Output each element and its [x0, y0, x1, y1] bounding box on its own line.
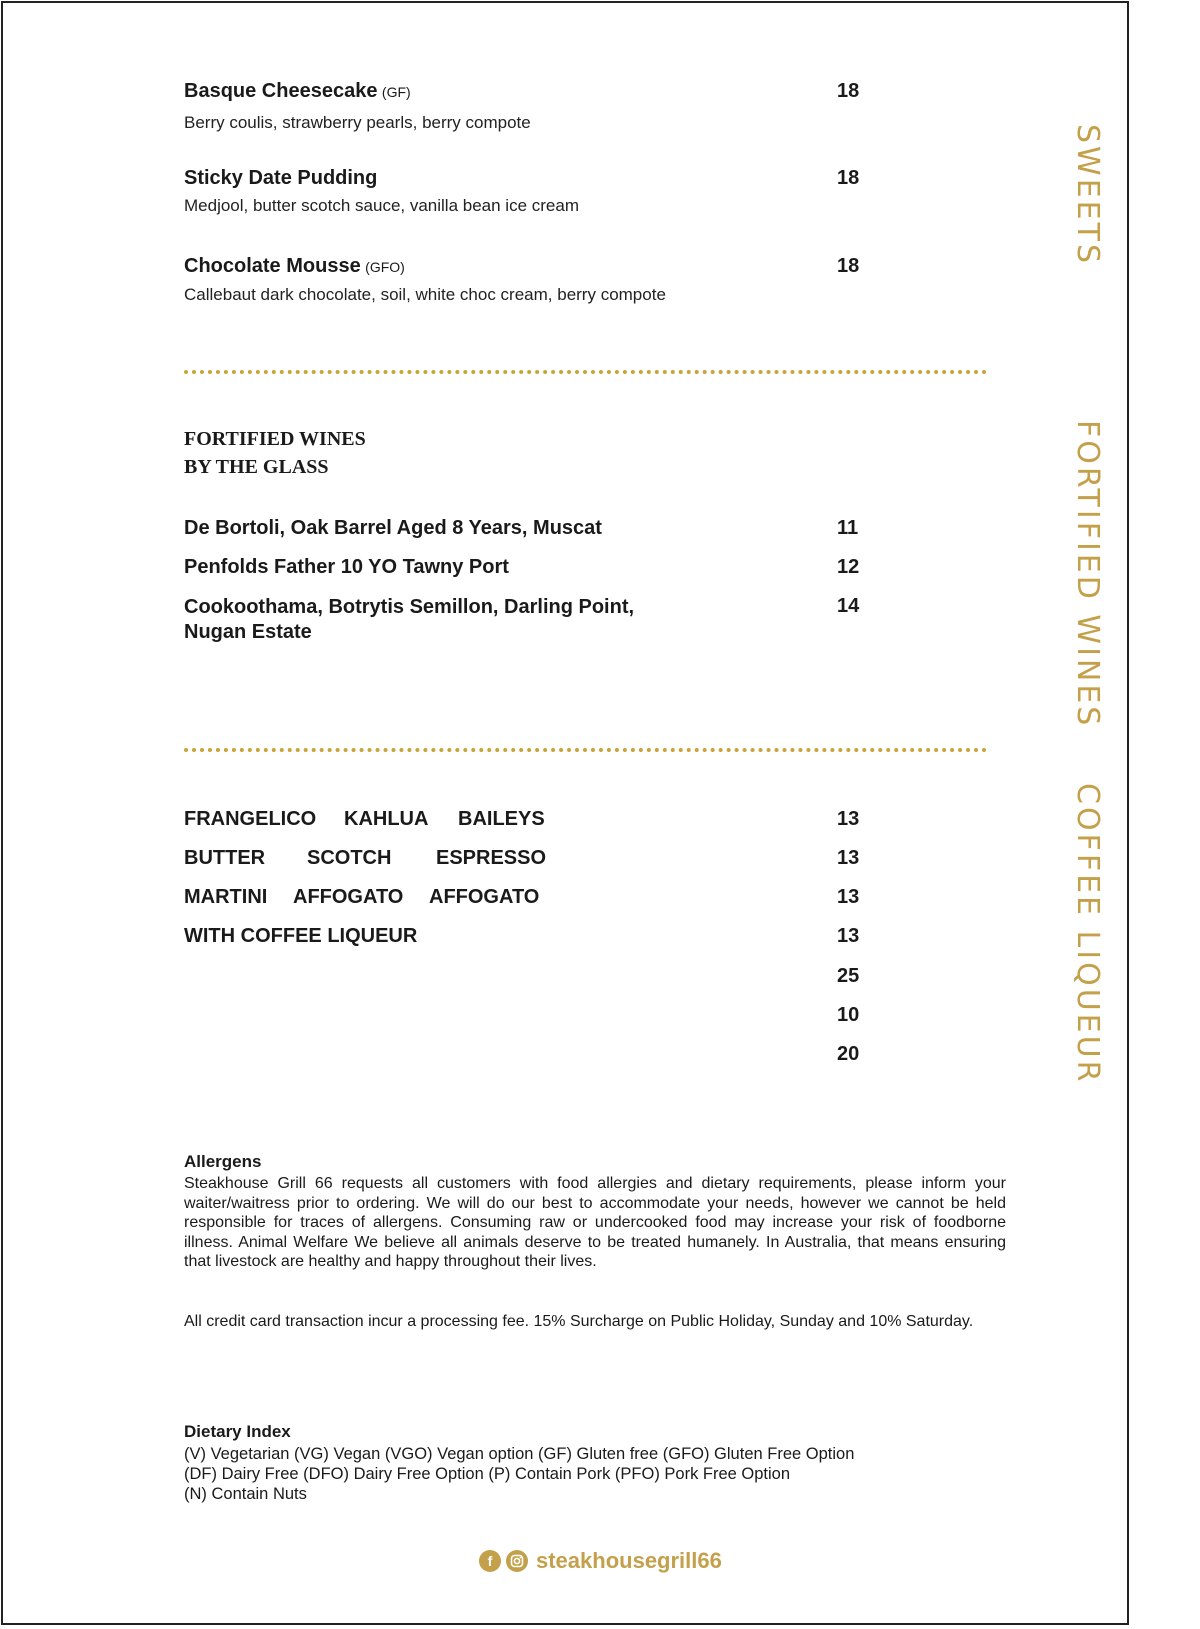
liqueur-price: 25: [837, 965, 860, 987]
item-name: Basque Cheesecake: [184, 80, 378, 102]
dotted-divider: [184, 748, 987, 752]
name-line: Cookoothama, Botrytis Semillon, Darling Point,: [184, 596, 635, 618]
liqueur-name: BAILEYS: [458, 808, 545, 830]
wine-item-name: [184, 595, 634, 645]
sweet-item-3: [184, 255, 405, 278]
dietary-line: (V) Vegetarian (VG) Vegan (VGO) Vegan option (GF) Gluten free (GFO) Gluten Free Option: [184, 1445, 855, 1463]
item-price: 14: [837, 595, 860, 617]
item-price: 12: [837, 556, 860, 578]
sweet-item-2: [184, 167, 377, 190]
item-description: Callebaut dark chocolate, soil, white choc cream, berry compote: [184, 285, 666, 304]
side-label-sweets: SWEETS: [1070, 124, 1105, 266]
item-price: 18: [837, 80, 860, 102]
liqueur-name: KAHLUA: [344, 808, 429, 830]
liqueur-name: FRANGELICO: [184, 808, 317, 830]
liqueur-name: AFFOGATO: [429, 886, 540, 908]
instagram-icon[interactable]: [506, 1550, 528, 1572]
item-tag: (GF): [381, 84, 411, 100]
surcharge-text: All credit card transaction incur a processing fee. 15% Surcharge on Public Holiday, Sunday and 10% Saturday.: [184, 1313, 974, 1330]
facebook-icon[interactable]: f: [479, 1550, 501, 1572]
item-price: 18: [837, 167, 860, 189]
liqueur-name: BUTTER: [184, 847, 266, 869]
liqueur-price: 20: [837, 1043, 860, 1065]
dietary-line: (N) Contain Nuts: [184, 1485, 307, 1503]
item-tag: (GFO): [365, 259, 405, 275]
name-line: Nugan Estate: [184, 621, 312, 643]
liqueur-price: 10: [837, 1004, 860, 1026]
sweet-item-1: [184, 80, 411, 103]
social-handle[interactable]: steakhousegrill66: [536, 1548, 722, 1573]
liqueur-name: MARTINI: [184, 886, 268, 908]
item-price: 18: [837, 255, 860, 277]
allergens-text: Steakhouse Grill 66 requests all customers with food allergies and dietary requirements, please inform your waiter/waitress prior to ordering. We will do our best to accommodate your needs, however we cannot be held responsible for traces of allergens. Consuming raw or undercooked food may increase your risk of foodborne illness. Animal Welfare We believe all animals deserve to be treated humanely. In Australia, that means ensuring that livestock are healthy and happy throughout their lives.: [184, 1175, 1006, 1270]
wine-item-name: De Bortoli, Oak Barrel Aged 8 Years, Muscat: [184, 517, 602, 539]
liqueur-name: SCOTCH: [307, 847, 392, 869]
dietary-title: Dietary Index: [184, 1422, 291, 1441]
liqueur-price: 13: [837, 808, 860, 830]
item-name: Chocolate Mousse: [184, 255, 361, 277]
page-frame: [1, 1, 1129, 1625]
allergens-title: Allergens: [184, 1152, 262, 1171]
side-label-fortified-wines: FORTIFIED WINES: [1070, 420, 1105, 729]
item-description: Berry coulis, strawberry pearls, berry compote: [184, 113, 531, 132]
liqueur-price: 13: [837, 886, 860, 908]
heading-line: BY THE GLASS: [184, 456, 329, 478]
section-heading: [184, 425, 366, 481]
side-label-coffee-liqueur: COFFEE LIQUEUR: [1070, 783, 1105, 1085]
dietary-line: (DF) Dairy Free (DFO) Dairy Free Option (P) Contain Pork (PFO) Pork Free Option: [184, 1465, 791, 1483]
dietary-index: [184, 1444, 854, 1504]
wine-item-name: Penfolds Father 10 YO Tawny Port: [184, 556, 509, 578]
liqueur-name: AFFOGATO: [293, 886, 404, 908]
item-name: Sticky Date Pudding: [184, 167, 378, 189]
liqueur-price: 13: [837, 925, 860, 947]
item-description: Medjool, butter scotch sauce, vanilla bean ice cream: [184, 196, 579, 215]
liqueur-name: ESPRESSO: [436, 847, 547, 869]
social-footer: [479, 1548, 722, 1574]
heading-line: FORTIFIED WINES: [184, 428, 366, 450]
liqueur-price: 13: [837, 847, 860, 869]
item-price: 11: [837, 517, 859, 539]
dotted-divider: [184, 370, 987, 374]
liqueur-name: WITH COFFEE LIQUEUR: [184, 925, 418, 947]
